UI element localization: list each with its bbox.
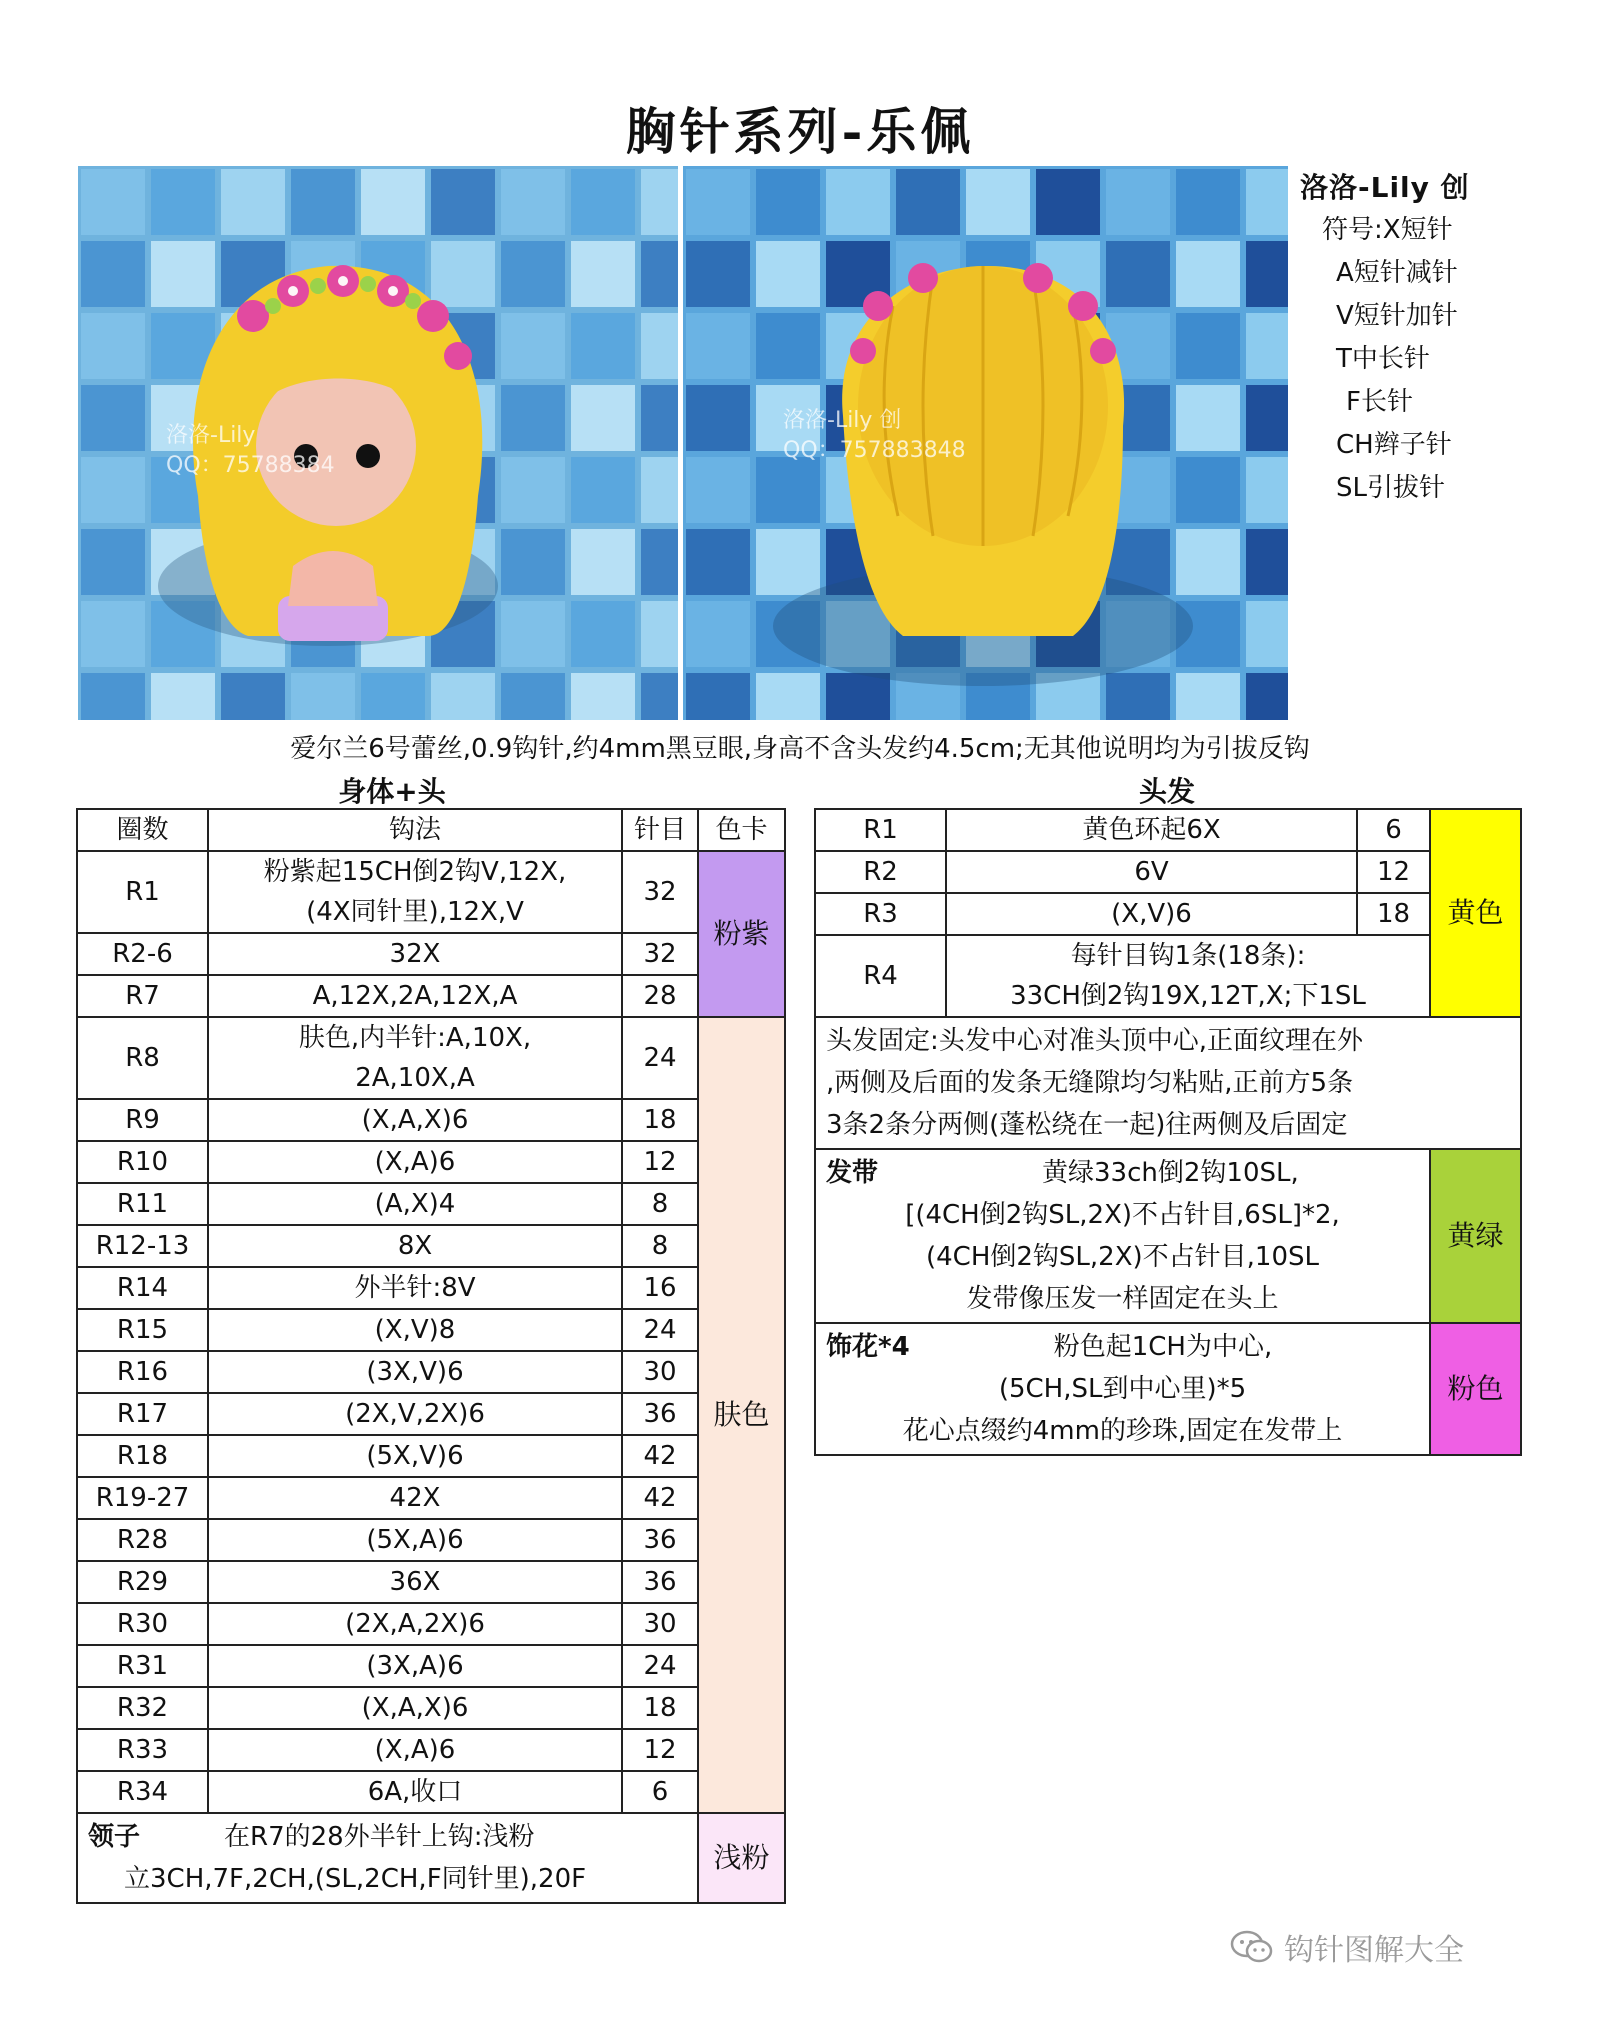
hair-fixing-row: [815, 1017, 1521, 1149]
stitch-count-cell: 36: [622, 1519, 698, 1561]
color-swatch-cell: 粉紫: [698, 851, 785, 1017]
round-cell: R19-27: [77, 1477, 208, 1519]
legend-symbol: V短针加针: [1336, 301, 1458, 331]
hair-section-title: 头发: [1138, 775, 1195, 808]
method-cell: (X,A)6: [208, 1729, 622, 1771]
headband-line: [(4CH倒2钩SL,2X)不占针目,6SL]*2,: [905, 1200, 1340, 1230]
stitch-count-cell: 42: [622, 1435, 698, 1477]
stitch-count-cell: 42: [622, 1477, 698, 1519]
method-cell: (3X,V)6: [208, 1351, 622, 1393]
header-round: 圈数: [77, 809, 208, 851]
round-cell: R1: [815, 809, 946, 851]
table-row: [77, 1561, 785, 1603]
body-section-title: 身体+头: [338, 775, 446, 808]
method-cell: (5X,A)6: [208, 1519, 622, 1561]
headband-instructions: [815, 1149, 1430, 1323]
round-cell: R33: [77, 1729, 208, 1771]
table-row: [77, 1141, 785, 1183]
collar-label: 领子: [88, 1822, 141, 1852]
header-stitches: 针目: [622, 809, 698, 851]
method-cell: (2X,A,2X)6: [208, 1603, 622, 1645]
collar-line: [88, 1816, 687, 1858]
doll-front-photo: [78, 166, 678, 720]
table-row: [815, 809, 1521, 851]
photo-watermark: 洛洛-Lily 创 QQ：757883848: [783, 408, 966, 463]
stitch-count-cell: 28: [622, 975, 698, 1017]
table-row: [815, 893, 1521, 935]
headband-label: 发带: [826, 1158, 879, 1188]
method-cell: 粉紫起15CH倒2钩V,12X, (4X同针里),12X,V: [208, 851, 622, 933]
method-cell: (X,V)6: [946, 893, 1357, 935]
method-cell: 每针目钩1条(18条): 33CH倒2钩19X,12T,X;下1SL: [946, 935, 1430, 1017]
flower-line: [826, 1326, 1419, 1368]
table-row: [815, 935, 1521, 1017]
flower-instructions: [815, 1323, 1430, 1455]
headband-line: 发带像压发一样固定在头上: [966, 1284, 1279, 1314]
round-cell: R3: [815, 893, 946, 935]
stitch-count-cell: 8: [622, 1183, 698, 1225]
table-row: [815, 851, 1521, 893]
header-method: 钩法: [208, 809, 622, 851]
stitch-count-cell: 12: [622, 1729, 698, 1771]
stitch-count-cell: 12: [1357, 851, 1430, 893]
materials-caption: 爱尔兰6号蕾丝,0.9钩针,约4mm黑豆眼,身高不含头发约4.5cm;无其他说明均为引拔反钩: [290, 734, 1310, 764]
method-cell: 42X: [208, 1477, 622, 1519]
stitch-count-cell: 36: [622, 1561, 698, 1603]
stitch-count-cell: 18: [622, 1687, 698, 1729]
round-cell: R31: [77, 1645, 208, 1687]
headband-text: 黄绿33ch倒2钩10SL,: [1042, 1158, 1299, 1188]
table-row: [77, 1435, 785, 1477]
stitch-count-cell: 24: [622, 1309, 698, 1351]
round-cell: R12-13: [77, 1225, 208, 1267]
color-swatch-cell: 粉色: [1430, 1323, 1521, 1455]
table-row: [77, 1267, 785, 1309]
legend-symbol: A短针减针: [1336, 258, 1458, 288]
round-cell: R14: [77, 1267, 208, 1309]
collar-row: [77, 1813, 785, 1903]
round-cell: R34: [77, 1771, 208, 1813]
body-pattern-table: [76, 808, 786, 1904]
method-cell: (5X,V)6: [208, 1435, 622, 1477]
legend-symbol: SL引拔针: [1336, 473, 1445, 503]
collar-text: 在R7的28外半针上钩:浅粉: [224, 1822, 535, 1852]
method-cell: 外半针:8V: [208, 1267, 622, 1309]
table-row: [77, 1519, 785, 1561]
table-row: [77, 1351, 785, 1393]
stitch-count-cell: 24: [622, 1645, 698, 1687]
table-row: [77, 975, 785, 1017]
round-cell: R32: [77, 1687, 208, 1729]
method-cell: (3X,A)6: [208, 1645, 622, 1687]
author-credit: 洛洛-Lily 创: [1300, 171, 1470, 204]
header-color: 色卡: [698, 809, 785, 851]
stitch-count-cell: 32: [622, 933, 698, 975]
legend-symbol: CH辫子针: [1336, 430, 1452, 460]
footer-logo: [1230, 1925, 1464, 1969]
round-cell: R11: [77, 1183, 208, 1225]
method-cell: 32X: [208, 933, 622, 975]
color-swatch-cell: 黄绿: [1430, 1149, 1521, 1323]
table-row: [77, 1225, 785, 1267]
table-row: [77, 1183, 785, 1225]
method-cell: 肤色,内半针:A,10X, 2A,10X,A: [208, 1017, 622, 1099]
stitch-count-cell: 30: [622, 1351, 698, 1393]
round-cell: R8: [77, 1017, 208, 1099]
table-row: [77, 1393, 785, 1435]
hair-pattern-table: [814, 808, 1522, 1456]
table-row: [77, 1099, 785, 1141]
round-cell: R7: [77, 975, 208, 1017]
color-swatch-cell: 浅粉: [698, 1813, 785, 1903]
symbol-legend: [1300, 166, 1590, 510]
round-cell: R18: [77, 1435, 208, 1477]
method-cell: A,12X,2A,12X,A: [208, 975, 622, 1017]
headband-line: [826, 1152, 1419, 1194]
color-swatch-cell: 黄色: [1430, 809, 1521, 1017]
table-row: [77, 1017, 785, 1099]
method-cell: 6V: [946, 851, 1357, 893]
method-cell: (X,V)8: [208, 1309, 622, 1351]
method-cell: (2X,V,2X)6: [208, 1393, 622, 1435]
method-cell: (X,A,X)6: [208, 1687, 622, 1729]
method-cell: 8X: [208, 1225, 622, 1267]
stitch-count-cell: 6: [1357, 809, 1430, 851]
table-row: [77, 933, 785, 975]
method-cell: (A,X)4: [208, 1183, 622, 1225]
round-cell: R2: [815, 851, 946, 893]
round-cell: R28: [77, 1519, 208, 1561]
round-cell: R9: [77, 1099, 208, 1141]
wechat-icon: [1230, 1930, 1274, 1964]
stitch-count-cell: 32: [622, 851, 698, 933]
table-header-row: [77, 809, 785, 851]
stitch-count-cell: 36: [622, 1393, 698, 1435]
round-cell: R2-6: [77, 933, 208, 975]
table-row: [77, 1729, 785, 1771]
round-cell: R15: [77, 1309, 208, 1351]
table-row: [77, 1645, 785, 1687]
method-cell: 36X: [208, 1561, 622, 1603]
method-cell: (X,A,X)6: [208, 1099, 622, 1141]
legend-symbol: T中长针: [1336, 344, 1430, 374]
stitch-count-cell: 8: [622, 1225, 698, 1267]
stitch-count-cell: 18: [622, 1099, 698, 1141]
color-swatch-cell: 肤色: [698, 1017, 785, 1813]
legend-symbol: 符号:X短针: [1322, 215, 1453, 245]
flower-label: 饰花*4: [826, 1332, 910, 1362]
method-cell: (X,A)6: [208, 1141, 622, 1183]
stitch-count-cell: 18: [1357, 893, 1430, 935]
doll-back-photo: [683, 166, 1288, 720]
round-cell: R4: [815, 935, 946, 1017]
method-cell: 6A,收口: [208, 1771, 622, 1813]
legend-symbol: F长针: [1346, 387, 1413, 417]
table-row: [77, 1687, 785, 1729]
round-cell: R29: [77, 1561, 208, 1603]
headband-line: (4CH倒2钩SL,2X)不占针目,10SL: [925, 1242, 1320, 1272]
flower-row: [815, 1323, 1521, 1455]
flower-line: 花心点缀约4mm的珍珠,固定在发带上: [902, 1416, 1343, 1446]
collar-instructions: [77, 1813, 698, 1903]
table-row: [77, 1771, 785, 1813]
stitch-count-cell: 6: [622, 1771, 698, 1813]
table-row: [77, 1603, 785, 1645]
flower-text: 粉色起1CH为中心,: [1053, 1332, 1273, 1362]
round-cell: R1: [77, 851, 208, 933]
collar-line: 立3CH,7F,2CH,(SL,2CH,F同针里),20F: [124, 1864, 587, 1894]
hair-fixing-note: 头发固定:头发中心对准头顶中心,正面纹理在外 ,两侧及后面的发条无缝隙均匀粘贴,正前方5条 3条2条分两侧(蓬松绕在一起)往两侧及后固定: [815, 1017, 1521, 1149]
page-title: 胸针系列-乐佩: [625, 102, 975, 161]
headband-row: [815, 1149, 1521, 1323]
footer-text: 钩针图解大全: [1284, 1933, 1464, 1968]
round-cell: R10: [77, 1141, 208, 1183]
method-cell: 黄色环起6X: [946, 809, 1357, 851]
table-row: [77, 1309, 785, 1351]
round-cell: R17: [77, 1393, 208, 1435]
stitch-count-cell: 16: [622, 1267, 698, 1309]
table-row: [77, 851, 785, 933]
round-cell: R16: [77, 1351, 208, 1393]
stitch-count-cell: 12: [622, 1141, 698, 1183]
round-cell: R30: [77, 1603, 208, 1645]
photo-watermark: 洛洛-Lily QQ：75788384: [166, 423, 335, 478]
flower-line: (5CH,SL到中心里)*5: [998, 1374, 1247, 1404]
stitch-count-cell: 30: [622, 1603, 698, 1645]
stitch-count-cell: 24: [622, 1017, 698, 1099]
table-row: [77, 1477, 785, 1519]
